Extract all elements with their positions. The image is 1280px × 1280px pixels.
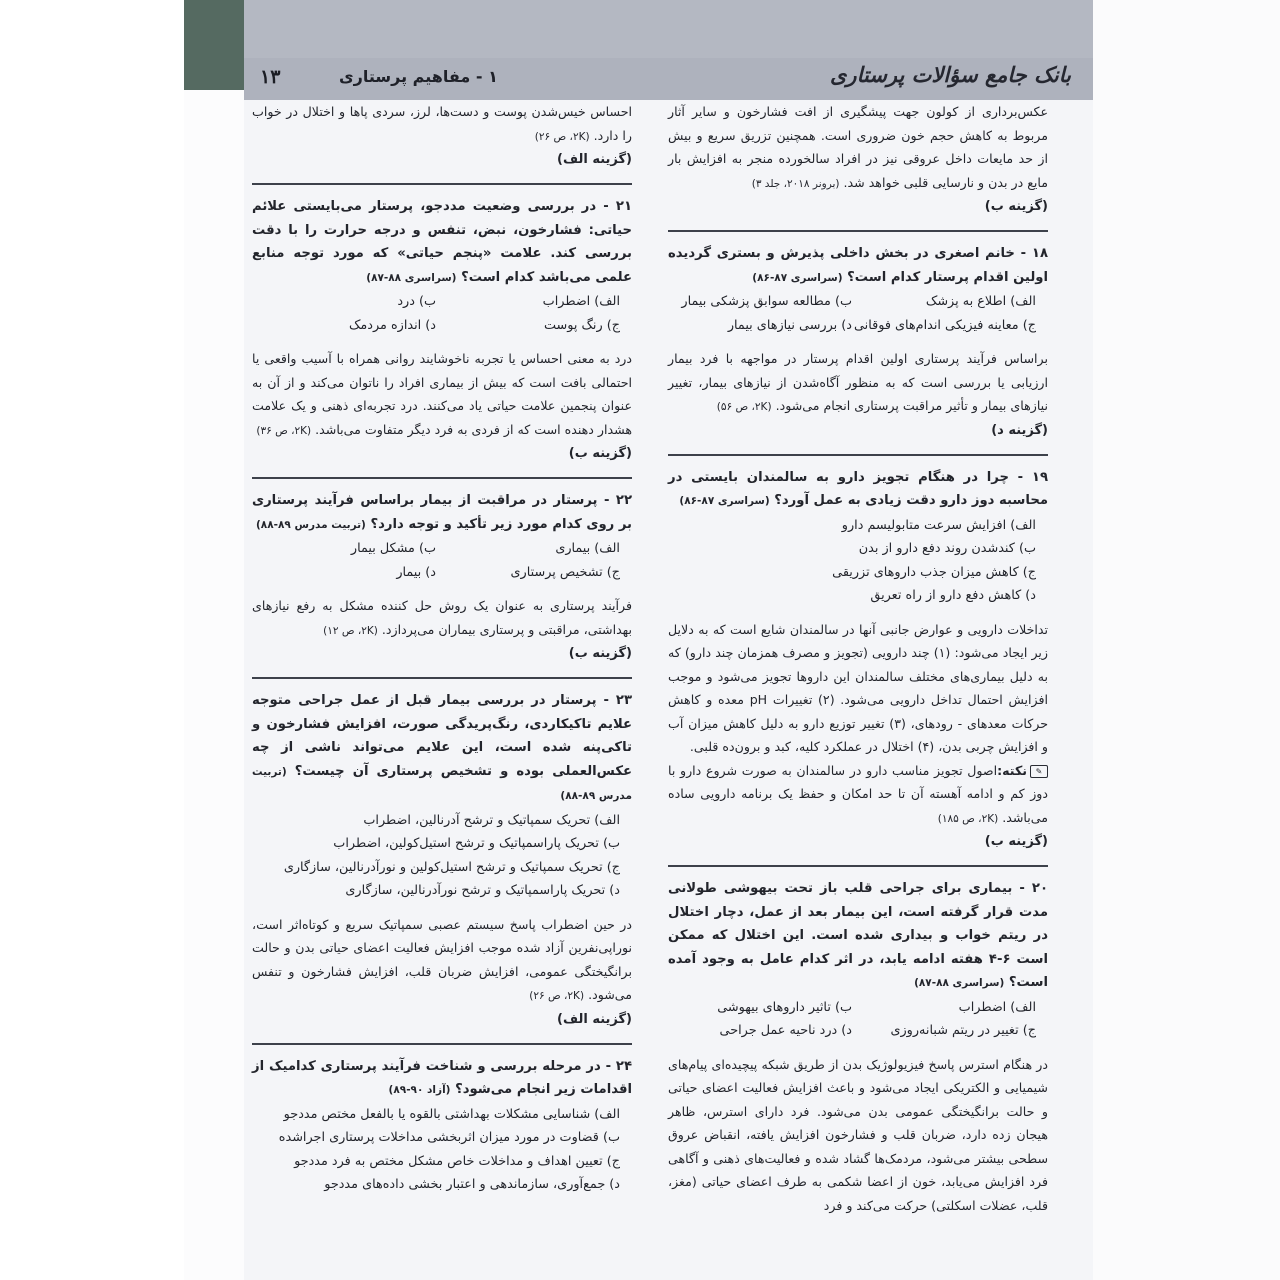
- option: الف) افزایش سرعت متابولیسم دارو: [841, 517, 1036, 533]
- option: الف) اضطراب: [958, 999, 1036, 1015]
- background-left: [0, 0, 184, 1280]
- book-title: بانک جامع سؤالات پرستاری: [830, 62, 1071, 87]
- options-24: [252, 1103, 632, 1197]
- paragraph: احساس خیس‌شدن پوست و دست‌ها، لرز، سردی پاها و اختلال در خواب را دارد. (۲K، ص ۲۶): [252, 104, 632, 143]
- divider: [668, 865, 1048, 867]
- book-page: [244, 0, 1093, 1280]
- answer-label: (گزینه د): [991, 422, 1048, 438]
- question-23: ۲۳ - پرستار در بررسی بیمار قبل از عمل جراحی متوجه علایم تاکیکاردی، رنگ‌پریدگی صورت، افزایش فشارخون و تاکی‌پنه شده است، این علایم می‌تواند ناشی از چه عکس‌العملی بوده و تشخیص پرستاری آن چیست؟ (تربیت مدرس ۸۹-۸۸): [252, 693, 632, 802]
- answer-label: (گزینه ب): [984, 834, 1048, 849]
- explanation-22: فرآیند پرستاری به عنوان یک روش حل کننده مشکل به رفع نیازهای بهداشتی، مراقبتی و پرستاری بیماران می‌پردازد. (۲K، ص ۱۲): [252, 598, 632, 637]
- option: ب) تحریک پاراسمپاتیک و ترشح استیل‌کولین، اضطراب: [333, 836, 620, 851]
- divider: [252, 1043, 632, 1045]
- option: د) بیمار: [396, 564, 436, 580]
- note: ✎نکته:اصول تجویز مناسب دارو در سالمندان به صورت شروع دارو با دوز کم و ادامه آهسته آن تا حد امکان و حفظ یک برنامه دارویی ساده می‌باشد. (۲K، ص ۱۸۵): [668, 762, 1048, 825]
- options-20: [668, 996, 1048, 1043]
- explanation-23: در حین اضطراب پاسخ سیستم عصبی سمپاتیک سریع و کوتاه‌اثر است، نوراپی‌نفرین آزاد شده موجب افزایش فعالیت اعضای حیاتی بدن و حالت برانگیختگی عمومی، افزایش ضربان قلب، افزایش فشارخون و تنفس می‌شود. (۲K، ص ۲۶): [252, 916, 632, 1002]
- left-column: [252, 100, 632, 1197]
- option: ج) معاینه فیزیکی اندام‌های فوقانی: [853, 317, 1036, 333]
- option: الف) تحریک سمپاتیک و ترشح آدرنالین، اضطراب: [363, 812, 620, 828]
- options-21: [252, 290, 632, 337]
- option: د) اندازه مردمک: [348, 317, 436, 333]
- option: ج) تشخیص پرستاری: [510, 564, 620, 580]
- answer-label: (گزینه ب): [984, 199, 1048, 214]
- option: الف) شناسایی مشکلات بهداشتی بالقوه یا بالفعل مختص مددجو: [283, 1106, 620, 1122]
- explanation-19: تداخلات دارویی و عوارض جانبی آنها در سالمندان شایع است که به دلایل زیر ایجاد می‌شود: (۱) چند دارویی (تجویز و مصرف همزمان چند دارو) که به دلیل بیماری‌های مختلف سالمندان این داروها تجویز می‌شود و موجب افزایش احتمال تداخل دارویی می‌شود. (۲) تغییرات pH معده و کاهش حرکات معدهای - رودهای، (۳) تغییر توزیع دارو به دلیل کاهش میزان آب و افزایش چربی بدن، (۴) اختلال در عملکرد کلیه، کبد و برون‌ده قلبی.: [668, 621, 1049, 754]
- divider: [252, 183, 632, 185]
- option: الف) بیماری: [555, 541, 620, 556]
- right-column: [668, 100, 1048, 1217]
- option: ب) کندشدن روند دفع دارو از بدن: [858, 541, 1036, 556]
- divider: [668, 454, 1048, 456]
- explanation-20: در هنگام استرس پاسخ فیزیولوژیک بدن از طریق شبکه پیچیده‌ای پیام‌های شیمیایی و الکتریکی ایجاد می‌شود و باعث افزایش فعالیت اعضای حیاتی و حالت برانگیختگی عمومی بدن می‌شود. فرد دارای استرس، ظاهر هیجان زده دارد، ضربان قلب و فشارخون افزایش یافته، انقباض عروق سطحی بیشتر می‌شود، مردمک‌ها گشاد شده و فعالیت‌های ذهنی و آگاهی فرد افزایش می‌یابد، خون از اعضا شکمی به طرف اعضای حیاتی (مغز، قلب، عضلات اسکلتی) حرکت می‌کند و فرد: [668, 1056, 1048, 1213]
- paragraph: عکس‌برداری از کولون جهت پیشگیری از افت فشارخون و سایر آثار مربوط به کاهش حجم خون ضروری است. همچنین تزریق سریع و بیش از حد مایعات داخل عروقی نیز در افراد سالخورده منجر به افزایش بار مایع در بدن و نارسایی قلبی خواهد شد. (برونر ۲۰۱۸، جلد ۳): [668, 104, 1048, 190]
- options-22: [252, 537, 632, 584]
- answer-label: (گزینه ب): [568, 446, 632, 461]
- option: الف) اطلاع به پزشک: [925, 294, 1036, 309]
- answer-label: (گزینه الف): [557, 152, 632, 167]
- note-icon: ✎: [1030, 765, 1048, 778]
- question-20: ۲۰ - بیماری برای جراحی قلب باز تحت بیهوشی طولانی مدت قرار گرفته است، این بیمار بعد از عمل، دچار اختلال در ریتم خواب و بیداری شده است. این اختلال که ممکن است ۶-۴ هفته ادامه یابد، در اثر کدام عامل به وجود آمده است؟ (سراسری ۸۸-۸۷): [668, 881, 1048, 990]
- option: ب) درد: [397, 294, 436, 309]
- question-18: ۱۸ - خانم اصغری در بخش داخلی پذیرش و بستری گردیده اولین اقدام پرستار کدام است؟ (سراسری ۸۷-۸۶): [668, 246, 1048, 285]
- options-23: [252, 809, 632, 903]
- option: د) بررسی نیازهای بیمار: [727, 317, 852, 333]
- question-22: ۲۲ - پرستار در مراقبت از بیمار براساس فرآیند پرستاری بر روی کدام مورد زیر تأکید و توجه دارد؟ (تربیت مدرس ۸۹-۸۸): [252, 493, 632, 532]
- option: ب) تاثیر داروهای بیهوشی: [717, 999, 852, 1015]
- option: ج) کاهش میزان جذب داروهای تزریقی: [832, 564, 1036, 580]
- explanation-18: براساس فرآیند پرستاری اولین اقدام پرستار در مواجهه با فرد بیمار ارزیابی یا بررسی است که به منظور آگاه‌شدن از نیازهای بیمار، تغییر نیازهای بیمار و تأثیر مراقبت پرستاری انجام می‌شود. (۲K، ص ۵۶): [668, 351, 1048, 413]
- options-18: [668, 290, 1048, 337]
- option: د) جمع‌آوری، سازماندهی و اعتبار بخشی داده‌های مددجو: [324, 1177, 620, 1192]
- answer-label: (گزینه الف): [557, 1011, 632, 1027]
- page-number: ۱۳: [260, 66, 281, 88]
- option: الف) اضطراب: [542, 294, 620, 309]
- divider: [668, 230, 1048, 232]
- page-header: [244, 58, 1093, 100]
- option: ب) قضاوت در مورد میزان اثربخشی مداخلات پرستاری اجراشده: [278, 1130, 620, 1145]
- option: ب) مشکل بیمار: [350, 541, 436, 556]
- explanation-21: درد به معنی احساس یا تجربه ناخوشایند روانی همراه با آسیب واقعی یا احتمالی بافت است که بیش از بیماری افراد را ناتوان می‌کند و از آن به عنوان پنجمین علامت حیاتی یاد می‌کنند. درد تجربه‌ای ذهنی و یک علامت هشدار دهنده است که از فردی به فرد دیگر متفاوت می‌باشد. (۲K، ص ۳۶): [252, 351, 632, 437]
- option: د) تحریک پاراسمپاتیک و ترشح نورآدرنالین، سازگاری: [345, 883, 620, 898]
- options-19: [668, 514, 1048, 608]
- background-right: [1093, 0, 1280, 1280]
- answer-label: (گزینه ب): [568, 646, 632, 661]
- background-dark-corner: [184, 0, 244, 90]
- chapter-title: ۱ - مفاهیم پرستاری: [339, 67, 498, 86]
- option: ج) رنگ پوست: [543, 317, 620, 333]
- option: ب) مطالعه سوابق پزشکی بیمار: [681, 294, 852, 309]
- page-top-band: [244, 0, 1093, 58]
- option: د) درد ناحیه عمل جراحی: [719, 1023, 852, 1038]
- question-24: ۲۴ - در مرحله بررسی و شناخت فرآیند پرستاری کدامیک از اقدامات زیر انجام می‌شود؟ (آزاد ۹۰-۸۹): [252, 1058, 632, 1097]
- question-19: ۱۹ - چرا در هنگام تجویز دارو به سالمندان بایستی در محاسبه دوز دارو دقت زیادی به عمل آورد؟ (سراسری ۸۷-۸۶): [668, 469, 1048, 508]
- option: د) کاهش دفع دارو از راه تعریق: [870, 588, 1036, 603]
- option: ج) تغییر در ریتم شبانه‌روزی: [890, 1023, 1036, 1038]
- option: ج) تعیین اهداف و مداخلات خاص مشکل مختص به فرد مددجو: [294, 1153, 620, 1169]
- divider: [252, 677, 632, 679]
- option: ج) تحریک سمپاتیک و ترشح استیل‌کولین و نورآدرنالین، سازگاری: [283, 859, 620, 875]
- question-21: ۲۱ - در بررسی وضعیت مددجو، پرستار می‌بایستی علائم حیاتی: فشارخون، نبض، تنفس و درجه حرارت را با دقت بررسی کند. علامت «پنجم حیاتی» که مورد توجه منابع علمی می‌باشد کدام است؟ (سراسری ۸۸-۸۷): [252, 199, 632, 285]
- divider: [252, 477, 632, 479]
